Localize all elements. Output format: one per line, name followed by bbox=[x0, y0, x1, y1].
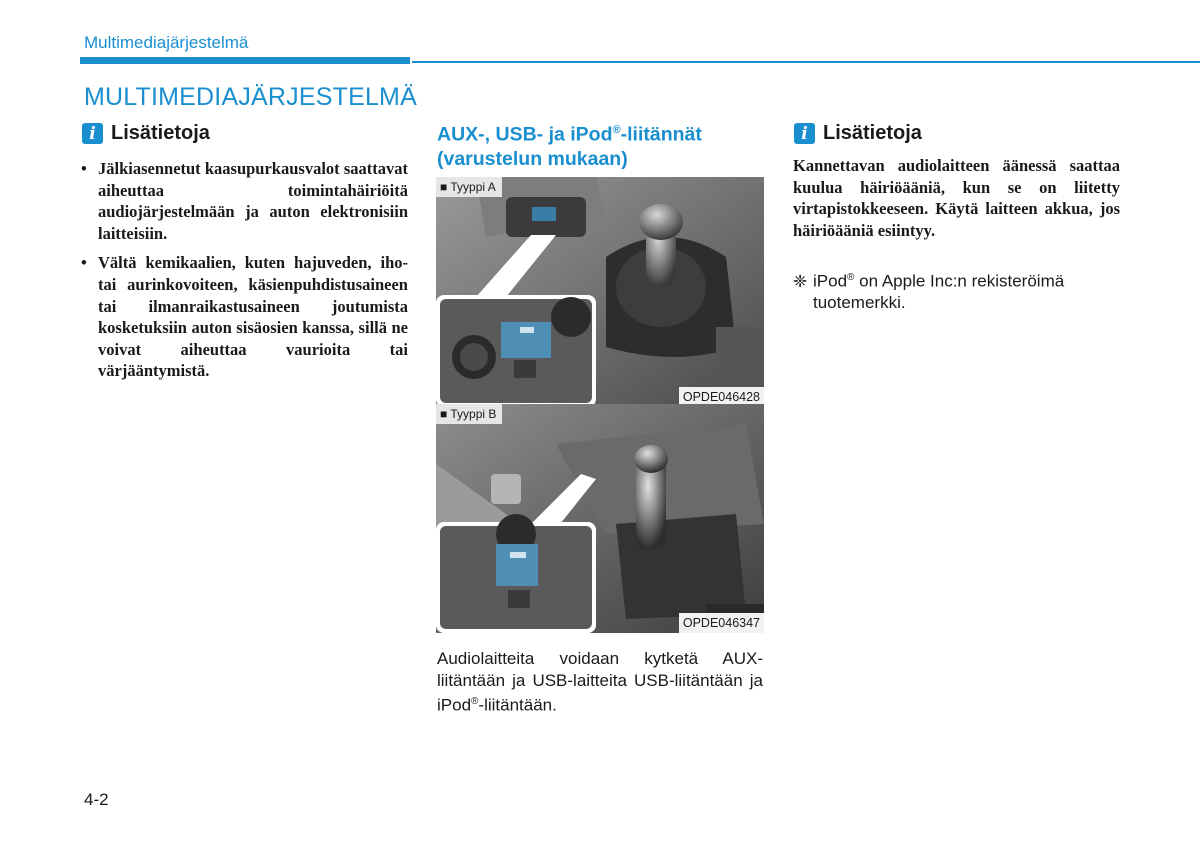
list-item: • Jälkiasennetut kaasupurkausvalot saattavat aiheuttaa toimintahäiriöitä audiojärjestelmään ja auton elektronisiin laitteisiin. bbox=[81, 159, 408, 243]
list-item: • Vältä kemikaalien, kuten hajuveden, iho- tai aurinkovoiteen, käsienpuhdistusaineen tai ilmanraikastusaineen joutumista kosketuksiin auton sisäosien kanssa, sillä ne voivat aiheuttaa vaurioita tai värjääntymistä. bbox=[81, 253, 408, 381]
aux-usb-heading: AUX-, USB- ja iPod®-liitännät (varustelun mukaan) bbox=[437, 123, 702, 170]
left-info-title: Lisätietoja bbox=[111, 122, 210, 144]
note-mark-icon: ❈ bbox=[793, 271, 808, 291]
section-title: Multimediajärjestelmä bbox=[84, 33, 249, 52]
figure-type-a bbox=[436, 177, 764, 407]
figure-b-code: OPDE046347 bbox=[679, 613, 764, 633]
aux-usb-description: Audiolaitteita voidaan kytketä AUX-liitäntään ja USB-laitteita USB-liitäntään ja iPod®-liitäntään. bbox=[437, 649, 763, 715]
page-number: 4-2 bbox=[84, 790, 109, 809]
right-info-title: Lisätietoja bbox=[823, 122, 922, 144]
right-info-heading bbox=[794, 122, 922, 145]
console-photo-b bbox=[436, 404, 764, 633]
noise-info-paragraph: Kannettavan audiolaitteen äänessä saattaa kuulua häiriöääniä, kun se on liitetty virtapistokkeeseen. Käytä laitteen akkua, jos häiriöääniä esiintyy. bbox=[793, 156, 1120, 240]
trademark-note: ❈ iPod® on Apple Inc:n rekisteröimä tuotemerkki. bbox=[793, 271, 1065, 313]
header-rule-thick bbox=[80, 57, 410, 64]
header-rule-thin bbox=[412, 61, 1200, 63]
figure-type-b bbox=[436, 404, 764, 633]
left-info-heading bbox=[82, 122, 210, 145]
chapter-title: MULTIMEDIAJÄRJESTELMÄ bbox=[84, 83, 417, 111]
figure-b-tag: ■ Tyyppi B bbox=[436, 404, 502, 424]
info-icon: i bbox=[82, 123, 103, 144]
console-photo-a bbox=[436, 177, 764, 407]
figure-a-tag: ■ Tyyppi A bbox=[436, 177, 502, 197]
left-bullet-list bbox=[80, 158, 408, 390]
bullet-text: Jälkiasennetut kaasupurkausvalot saattavat aiheuttaa toimintahäiriöitä audiojärjestelmään ja auton elektronisiin laitteisiin. bbox=[98, 159, 408, 243]
bullet-text: Vältä kemikaalien, kuten hajuveden, iho- tai aurinkovoiteen, käsienpuhdistusaineen tai ilmanraikastusaineen joutumista kosketuksiin auton sisäosien kanssa, sillä ne voivat aiheuttaa vaurioita tai värjääntymistä. bbox=[98, 253, 408, 381]
info-icon: i bbox=[794, 123, 815, 144]
figure-a-code: OPDE046428 bbox=[679, 387, 764, 407]
